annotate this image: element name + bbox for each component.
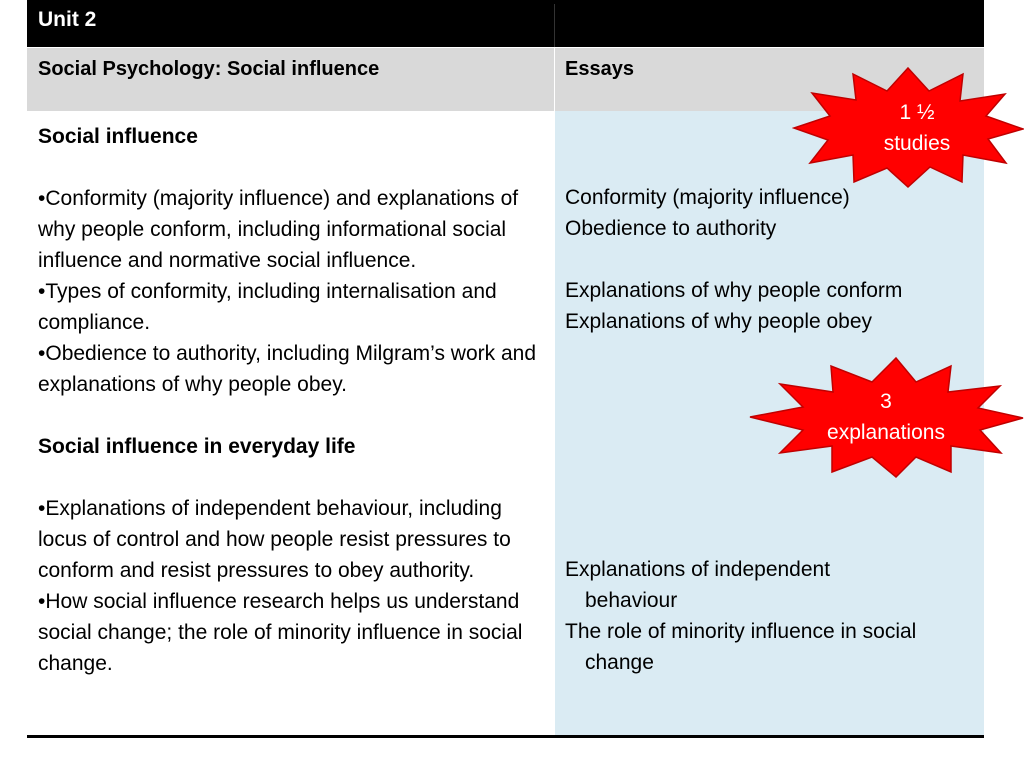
- essay-item-minority-influence: The role of minority influence in social change: [565, 620, 917, 674]
- topic-title: Social Psychology: Social influence: [38, 58, 380, 80]
- studies-starburst: [792, 66, 1024, 189]
- essay-item-obedience: Obedience to authority: [565, 217, 777, 240]
- studies-label: studies: [883, 131, 951, 155]
- bullet-types-of-conformity: • Types of conformity, including internalisation and compliance.: [38, 276, 543, 338]
- essay-item-conformity: Conformity (majority influence): [565, 186, 850, 209]
- explanations-starburst: [748, 356, 1024, 478]
- content-column: [27, 111, 555, 735]
- bullet-conformity: • Conformity (majority influence) and explanations of why people conform, including informational social influence and normative social influence.: [38, 183, 543, 276]
- studies-count: 1 ½: [899, 100, 935, 124]
- essay-item-why-conform: Explanations of why people conform: [565, 279, 903, 302]
- header-row: [27, 0, 984, 47]
- explanations-count: 3: [880, 390, 892, 413]
- bullet-obedience: • Obedience to authority, including Milgram’s work and explanations of why people obey.: [38, 338, 543, 400]
- essay-item-why-obey: Explanations of why people obey: [565, 310, 873, 333]
- bullet-social-change: • How social influence research helps us understand social change; the role of minority influence in social change.: [38, 586, 543, 679]
- unit-title: Unit 2: [38, 8, 97, 31]
- section-heading-social-influence: Social influence: [38, 125, 198, 148]
- essay-item-independent-behaviour: Explanations of independent behaviour: [565, 558, 831, 612]
- explanations-label: explanations: [827, 421, 945, 444]
- section-heading-everyday-life: Social influence in everyday life: [38, 435, 356, 458]
- bullet-independent-behaviour: • Explanations of independent behaviour, including locus of control and how people resist pressures to conform and resist pressures to obey authority.: [38, 493, 543, 586]
- essays-title: Essays: [565, 58, 634, 80]
- header-divider: [554, 4, 555, 47]
